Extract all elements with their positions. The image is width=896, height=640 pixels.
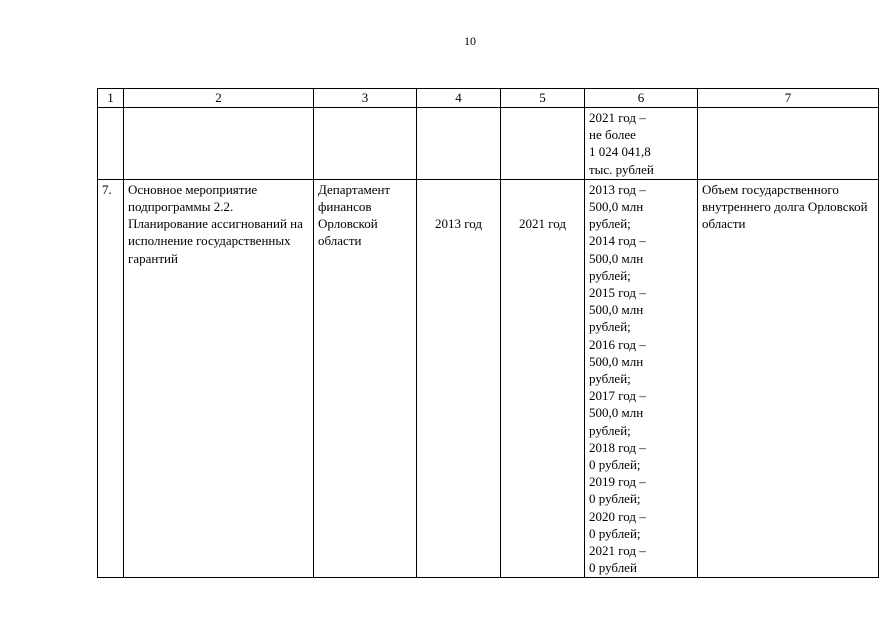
indicator-text: Объем государственного внутреннего долга Орловской области [698,179,879,578]
header-cell-5: 5 [501,89,585,108]
start-year-cell [417,179,501,578]
header-cell-7: 7 [698,89,879,108]
table-row-7 [98,179,879,578]
document-table [97,88,879,578]
funding-amounts: 2013 год – 500,0 млн рублей; 2014 год – 500,0 млн рублей; 2015 год – 500,0 млн рублей; 2016 год – 500,0 млн рублей; 2017 год – 500,0 млн рублей; 2018 год – 0 рублей; 2019 год – 0 рублей; 2020 год – 0 рублей; 2021 год – 0 рублей [585,179,698,578]
header-cell-3: 3 [314,89,417,108]
cont-cell-5 [501,108,585,180]
cont-cell-4 [417,108,501,180]
header-cell-6: 6 [585,89,698,108]
activity-name: Основное мероприятие подпрограммы 2.2. Планирование ассигнований на исполнение государственных гарантий [124,179,314,578]
cont-cell-3 [314,108,417,180]
start-year: 2013 год [435,215,482,231]
header-cell-1: 1 [98,89,124,108]
page-number: 10 [464,34,476,48]
cont-cell-6-amount: 2021 год – не более 1 024 041,8 тыс. рублей [585,108,698,180]
header-cell-2: 2 [124,89,314,108]
header-cell-4: 4 [417,89,501,108]
end-year-cell [501,179,585,578]
end-year: 2021 год [519,215,566,231]
executor-name: Департамент финансов Орловской области [314,179,417,578]
cont-cell-1 [98,108,124,180]
cont-cell-7 [698,108,879,180]
cont-cell-2 [124,108,314,180]
row-number: 7. [98,179,124,578]
table-row-continuation [98,108,879,180]
table-header-row [98,89,879,108]
